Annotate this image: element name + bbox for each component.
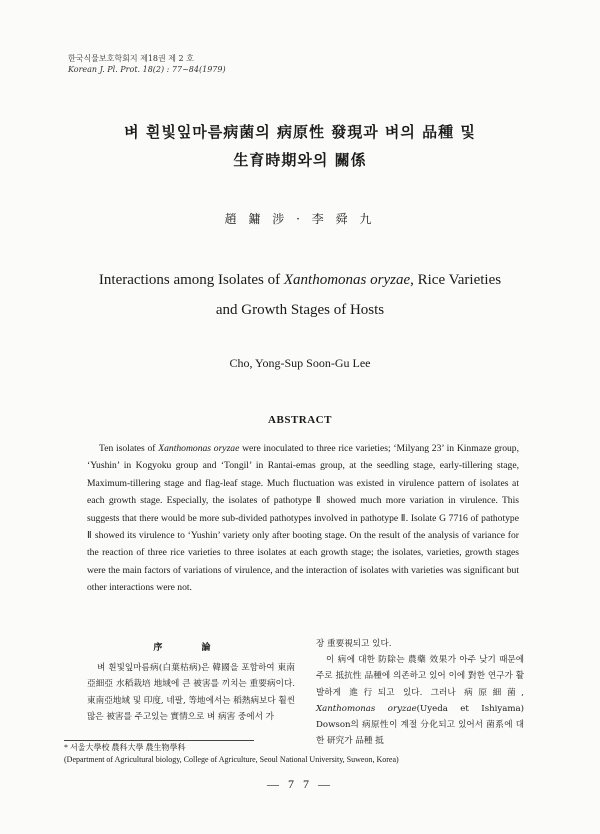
intro-paragraph: 벼 흰빛잎마름病(白葉枯病)은 韓國을 포함하여 東南亞細亞 水稻栽培 地域에 큰 被害를 끼치는 重要病이다. 東南亞地域 및 印度, 네팔, 等地에서는 稻熱病보다 훨씬 많은 被害를 주고있는 實情으로 벼 病害 중에서 가: [87, 663, 295, 722]
abstract-species: Xanthomonas oryzae: [158, 443, 240, 454]
korean-title-line1: 벼 흰빛잎마름病菌의 病原性 發現과 벼의 品種 및: [124, 123, 476, 141]
english-title-text: Interactions among Isolates of: [98, 272, 284, 288]
abstract-body: [87, 440, 519, 597]
abstract-text: Ten isolates of: [99, 443, 159, 454]
intro-paragraph-cont: 장 重要視되고 있다.: [316, 639, 392, 649]
footnote: [64, 742, 399, 766]
page-number: — 7 7 —: [267, 777, 333, 791]
english-title: [0, 265, 600, 325]
footnote-affiliation-ko: * 서울大學校 農科大學 農生物學科: [64, 743, 186, 752]
english-authors: Cho, Yong-Sup Soon-Gu Lee: [229, 356, 371, 370]
intro-left-column: [87, 640, 295, 725]
korean-authors: 趙 鏞 涉 · 李 舜 九: [224, 212, 376, 226]
english-title-line2: and Growth Stages of Hosts: [215, 302, 385, 318]
journal-citation: [68, 53, 226, 75]
korean-title: [0, 118, 600, 174]
intro-right-column: [316, 636, 524, 749]
journal-name: 한국식물보호학회지 제18권 제 2 호: [68, 54, 194, 63]
footnote-divider: [64, 740, 254, 741]
abstract-text: were inoculated to three rice varieties; ‘Milyang 23’ in Kinmaze group, ‘Yushin’ in Kogyoku group and ‘Tongil’ in Rantai-emas group, at the seedling stage, early-tillering stage, Maximum-tillering stage and flag-leaf stage. Much fluctuation was existed in virulence pattern of isolates at each growth stage. Especially, the isolates of pathotype Ⅱ showed much more variation in virulence. This suggests that there would be more sub-divided pathotypes involved in pathotype Ⅱ. Isolate G 7716 of pathotype Ⅱ showed its virulence to ‘Yushin’ variety only after booting stage. On the result of the analysis of variance for the reaction of three rice varieties to three isolates at each growth stage; the isolates, varieties, growth stages were the main factors of variations of virulence, and the interaction of isolates with varieties was significant but other interactions were not.: [87, 443, 519, 594]
intro-text: (Uyeda et Ishiyama) Dowson의 病原性이 계절 分化되고 있어서 菌系에 대한 研究가 品種 抵: [316, 703, 524, 747]
journal-volume: Korean J. Pl. Prot. 18(2) : 77~84(1979): [68, 65, 226, 74]
intro-paragraph: [316, 652, 524, 749]
intro-text: 이 病에 대한 防除는 農藥 效果가 아주 낮기 때문에 주로 抵抗性 品種에 의존하고 있어 이에 對한 연구가 활발하게 進行되고 있다. 그러나 病原細菌,: [316, 655, 524, 698]
intro-heading: 序 論: [153, 643, 229, 653]
footnote-affiliation-en: (Department of Agricultural biology, College of Agriculture, Seoul National University, Suweon, Korea): [64, 755, 399, 764]
abstract-heading: ABSTRACT: [268, 414, 332, 426]
english-title-line1: [0, 265, 600, 295]
korean-title-line2: 生育時期와의 關係: [233, 151, 367, 169]
english-title-text: , Rice Varieties: [410, 272, 502, 288]
english-title-species: Xanthomonas oryzae: [283, 272, 411, 288]
intro-species: Xanthomonas oryzae: [316, 703, 417, 714]
